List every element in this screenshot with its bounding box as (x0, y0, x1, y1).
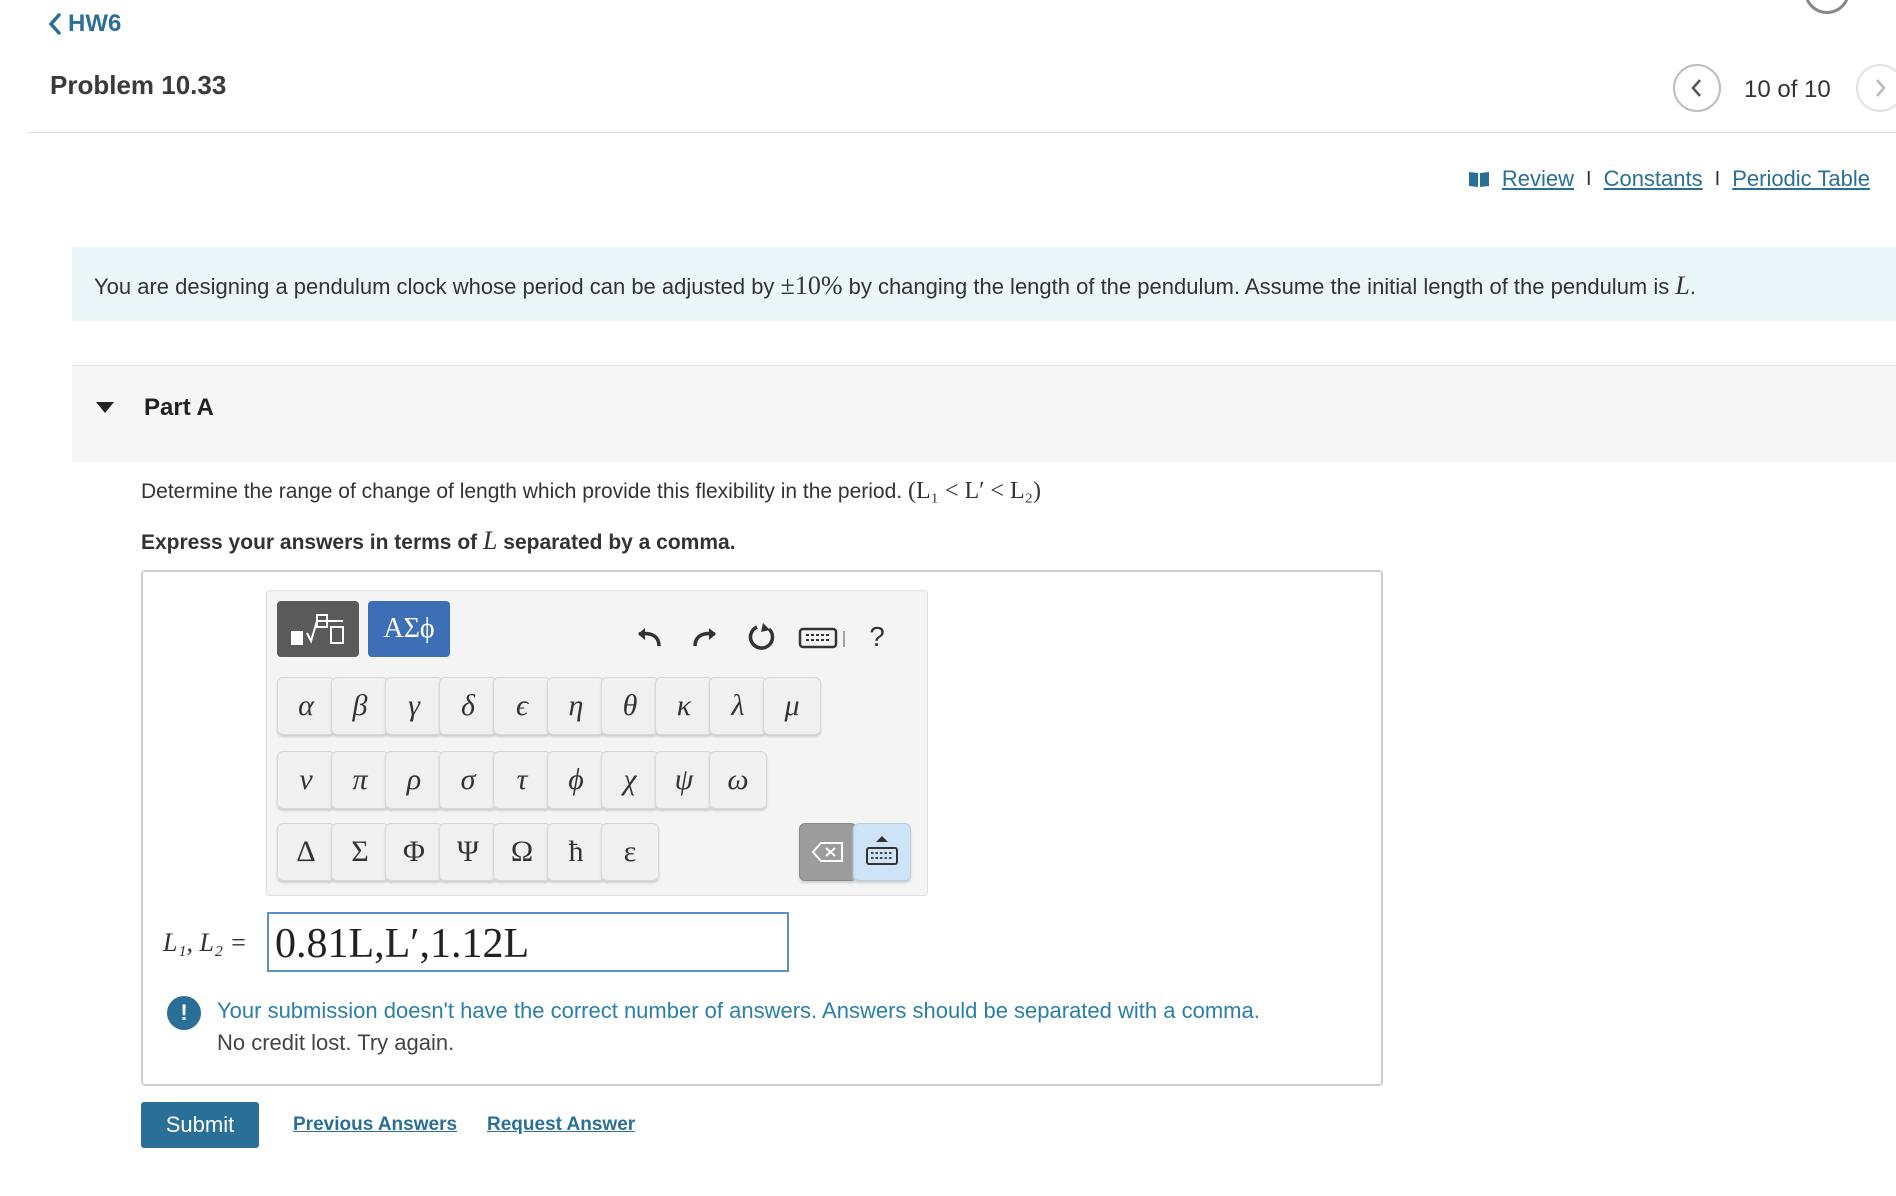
instruction-part: separated by a comma. (497, 531, 736, 554)
greek-key[interactable]: Δ (277, 823, 335, 881)
instruction-var: L (482, 526, 498, 555)
request-answer-link[interactable]: Request Answer (487, 1114, 636, 1135)
redo-icon[interactable] (685, 617, 725, 657)
book-icon (1468, 170, 1490, 188)
feedback-subtext: No credit lost. Try again. (217, 1030, 455, 1055)
greek-key[interactable]: η (547, 677, 605, 735)
answer-label: L₁, L₂ = (163, 928, 248, 957)
submit-button[interactable]: Submit (141, 1102, 259, 1148)
greek-key[interactable]: ν (277, 751, 335, 809)
greek-symbols-button[interactable]: ΑΣϕ (368, 601, 450, 657)
greek-key[interactable]: α (277, 677, 335, 735)
greek-key[interactable]: β (331, 677, 389, 735)
intro-math-var: L (1675, 271, 1690, 300)
greek-key[interactable]: Ψ (439, 823, 497, 881)
previous-problem-button[interactable] (1673, 64, 1721, 112)
alert-icon: ! (167, 996, 201, 1030)
question-body: Determine the range of change of length which provide this flexibility in the period. (141, 480, 908, 503)
problem-counter: 10 of 10 (1744, 76, 1831, 103)
greek-key[interactable]: ω (709, 751, 767, 809)
greek-key[interactable]: μ (763, 677, 821, 735)
answer-instruction (141, 526, 736, 556)
greek-key[interactable]: λ (709, 677, 767, 735)
question-math: (L₁ < L′ < L₂) (907, 478, 1041, 504)
greek-key[interactable]: σ (439, 751, 497, 809)
keyboard-toggle-icon (864, 834, 900, 870)
undo-icon[interactable] (629, 617, 669, 657)
periodic-table-link[interactable]: Periodic Table (1732, 166, 1870, 191)
reset-icon[interactable] (741, 617, 781, 657)
problem-intro (72, 247, 1896, 321)
greek-key[interactable]: γ (385, 677, 443, 735)
instruction-part: Express your answers in terms of (141, 531, 483, 554)
part-title: Part A (144, 394, 214, 421)
templates-icon (277, 601, 359, 657)
back-link-hw6[interactable] (48, 10, 121, 38)
part-a-header[interactable] (72, 365, 1896, 462)
greek-key[interactable]: Σ (331, 823, 389, 881)
greek-key[interactable]: Φ (385, 823, 443, 881)
answer-box (141, 570, 1383, 1086)
toggle-keyboard-button[interactable] (853, 823, 911, 881)
chevron-right-icon (1873, 77, 1887, 99)
header-divider (28, 132, 1896, 133)
help-circle-icon[interactable] (1804, 0, 1850, 14)
answer-input[interactable]: 0.81L,L′,1.12L (267, 912, 789, 972)
intro-text-part: by changing the length of the pendulum. Assume the initial length of the pendulum is (842, 274, 1676, 299)
chevron-left-icon (1690, 77, 1704, 99)
greek-key[interactable]: θ (601, 677, 659, 735)
previous-answers-link[interactable]: Previous Answers (293, 1114, 458, 1135)
greek-key[interactable]: χ (601, 751, 659, 809)
keyboard-icon[interactable] (797, 617, 849, 657)
greek-key[interactable]: π (331, 751, 389, 809)
problem-title: Problem 10.33 (50, 70, 227, 100)
greek-key[interactable]: ϕ (547, 751, 605, 809)
question-text (141, 478, 1041, 505)
greek-key[interactable]: δ (439, 677, 497, 735)
constants-link[interactable]: Constants (1603, 166, 1703, 191)
help-button[interactable]: ? (869, 621, 885, 652)
greek-key[interactable]: Ω (493, 823, 551, 881)
resource-links (1468, 166, 1870, 192)
feedback-message: Your submission doesn't have the correct number of answers. Answers should be separated with a comma. (217, 998, 1260, 1023)
back-link-label: HW6 (68, 10, 122, 37)
link-separator: I (1714, 167, 1721, 190)
chevron-left-icon (48, 12, 62, 36)
math-toolbar (266, 590, 928, 896)
greek-key[interactable]: ρ (385, 751, 443, 809)
greek-key[interactable]: ψ (655, 751, 713, 809)
greek-key[interactable]: ϵ (493, 677, 551, 735)
templates-button[interactable] (277, 601, 359, 657)
intro-text-part: . (1689, 274, 1696, 299)
greek-key[interactable]: τ (493, 751, 551, 809)
intro-text-part: You are designing a pendulum clock whose period can be adjusted by (94, 274, 781, 299)
greek-key[interactable]: ħ (547, 823, 605, 881)
greek-key[interactable]: ε (601, 823, 659, 881)
intro-text (94, 271, 1696, 301)
intro-math-value: ±10% (780, 271, 843, 300)
greek-key[interactable]: κ (655, 677, 713, 735)
link-separator: I (1586, 167, 1592, 190)
caret-down-icon[interactable] (96, 402, 114, 413)
next-problem-button[interactable] (1856, 64, 1896, 112)
backspace-icon (811, 841, 845, 863)
backspace-button[interactable] (799, 823, 857, 881)
review-link[interactable]: Review (1501, 166, 1575, 191)
